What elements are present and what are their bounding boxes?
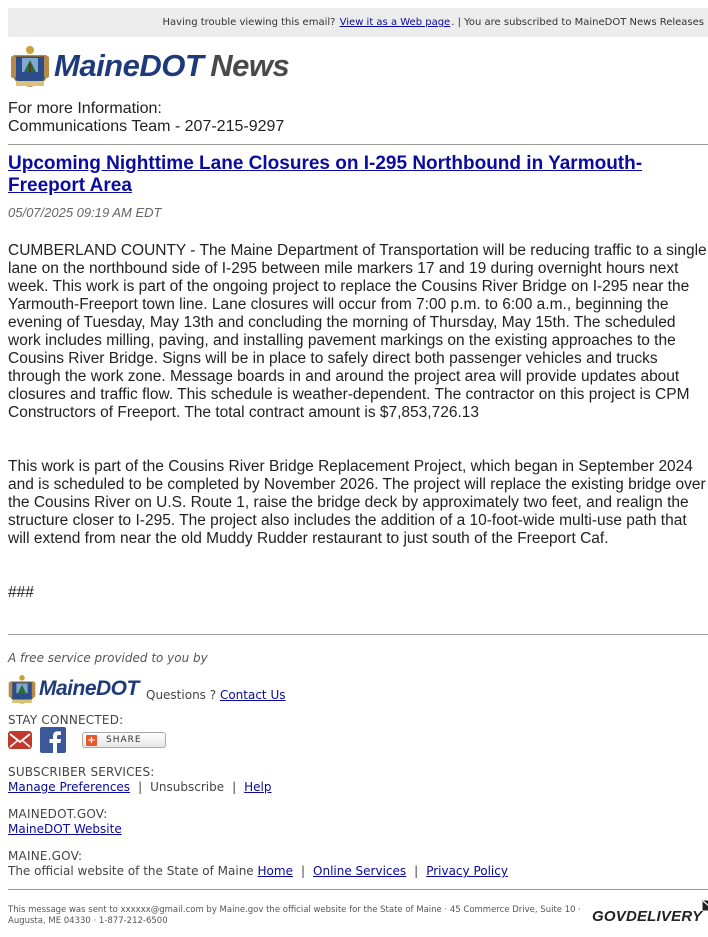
social-links: [8, 727, 166, 753]
subscriber-links: [8, 780, 272, 794]
subscriber-services-label: SUBSCRIBER SERVICES:: [8, 765, 155, 779]
govdelivery-logo[interactable]: [592, 900, 708, 925]
mainedot-links: [8, 822, 122, 836]
contact-info: [8, 100, 284, 136]
online-services-link[interactable]: Online Services: [313, 864, 407, 878]
fine-print: This message was sent to xxxxxx@gmail.com by Maine.gov the official website for the State of Maine · 45 Commerce Drive, Suite 10 · Augusta, ME 04330 · 1-877-212-6500: [8, 905, 581, 926]
unsubscribe-link[interactable]: Unsubscribe: [150, 780, 225, 794]
link-separator: |: [232, 780, 237, 794]
email-icon[interactable]: [8, 729, 32, 751]
divider: [8, 634, 708, 635]
mainedot-website-link[interactable]: MaineDOT Website: [8, 822, 122, 836]
mainedot-gov-label: MAINEDOT.GOV:: [8, 807, 108, 821]
article-paragraph-2: This work is part of the Cousins River Bridge Replacement Project, which began in September 2024 and is scheduled to be completed by November 2026. The project will replace the existing bridge over the Cousins River on U.S. Route 1, raise the bridge deck by approximately two feet, and realign the structure closer to I-295. The project also includes the addition of a 10-foot-wide multi-use path that will extend from near the old Muddy Rudder restaurant to just south of the Freeport Caf.: [8, 458, 706, 547]
divider: [8, 144, 708, 145]
home-link[interactable]: Home: [257, 864, 293, 878]
contact-us-link[interactable]: Contact Us: [219, 688, 286, 702]
view-web-page-link[interactable]: View it as a Web page: [339, 17, 451, 28]
article-end-mark: ###: [8, 584, 34, 601]
envelope-icon: [702, 900, 708, 912]
questions-label: Questions ?: [146, 688, 217, 702]
privacy-policy-link[interactable]: Privacy Policy: [426, 864, 508, 878]
newsletter-brand: [54, 48, 289, 84]
article-paragraph-1: CUMBERLAND COUNTY - The Maine Department of Transportation will be reducing traffic to a single lane on the northbound side of I-295 between mile markers 17 and 19 during overnight hours next week. This work is part of the ongoing project to replace the Cousins River Bridge on I-295 near the Yarmouth-Freeport town line. Lane closures will occur from 7:00 p.m. to 6:00 a.m., beginning the evening of Tuesday, May 13th and concluding the morning of Thursday, May 15th. The scheduled work includes milling, paving, and installing pavement markings on the existing approaches to the Cousins River Bridge. Signs will be in place to safely direct both passenger vehicles and trucks through the work zone. Message boards in and around the project area will provide updates about closures and traffic flow. This schedule is weather-dependent. The contractor on this project is CPM Constructors of Freeport. The total contract amount is $7,853,726.13: [8, 242, 707, 421]
link-separator: |: [414, 864, 419, 878]
share-label: SHARE: [106, 735, 142, 745]
contact-line-2: Communications Team - 207-215-9297: [8, 118, 285, 135]
link-separator: |: [138, 780, 143, 794]
brand-news: News: [210, 48, 290, 83]
view-online-bar: [8, 8, 708, 37]
contact-line-1: For more Information:: [8, 100, 162, 117]
link-separator: |: [300, 864, 306, 878]
maine-state-seal-icon: [8, 673, 36, 705]
free-service-text: A free service provided to you by: [8, 651, 208, 665]
maine-state-seal-icon: [10, 44, 50, 88]
manage-preferences-link[interactable]: Manage Preferences: [8, 780, 131, 794]
article-title-link[interactable]: Upcoming Nighttime Lane Closures on I-295 Northbound in Yarmouth-Freeport Area: [8, 153, 643, 196]
footer-logo[interactable]: [8, 673, 139, 705]
divider: [8, 889, 708, 890]
maine-gov-label: MAINE.GOV:: [8, 849, 83, 863]
article-date: 05/07/2025 09:19 AM EDT: [8, 205, 162, 220]
newsletter-header: [10, 43, 289, 89]
share-button[interactable]: [82, 732, 166, 748]
help-link[interactable]: Help: [244, 780, 272, 794]
brand-mainedot: MaineDOT: [54, 48, 204, 83]
govdelivery-text: GOVDELIVERY: [592, 908, 703, 925]
trouble-text: Having trouble viewing this email?: [162, 17, 336, 28]
maine-gov-links: [8, 864, 508, 878]
footer-brand: MaineDOT: [39, 677, 139, 700]
stay-connected-label: STAY CONNECTED:: [8, 713, 124, 727]
questions-line: [146, 688, 285, 702]
facebook-icon[interactable]: [40, 727, 66, 753]
plus-icon: +: [87, 734, 96, 746]
subscribed-text: . | You are subscribed to MaineDOT News Releases: [451, 17, 704, 28]
official-site-text: The official website of the State of Maine: [8, 864, 254, 878]
